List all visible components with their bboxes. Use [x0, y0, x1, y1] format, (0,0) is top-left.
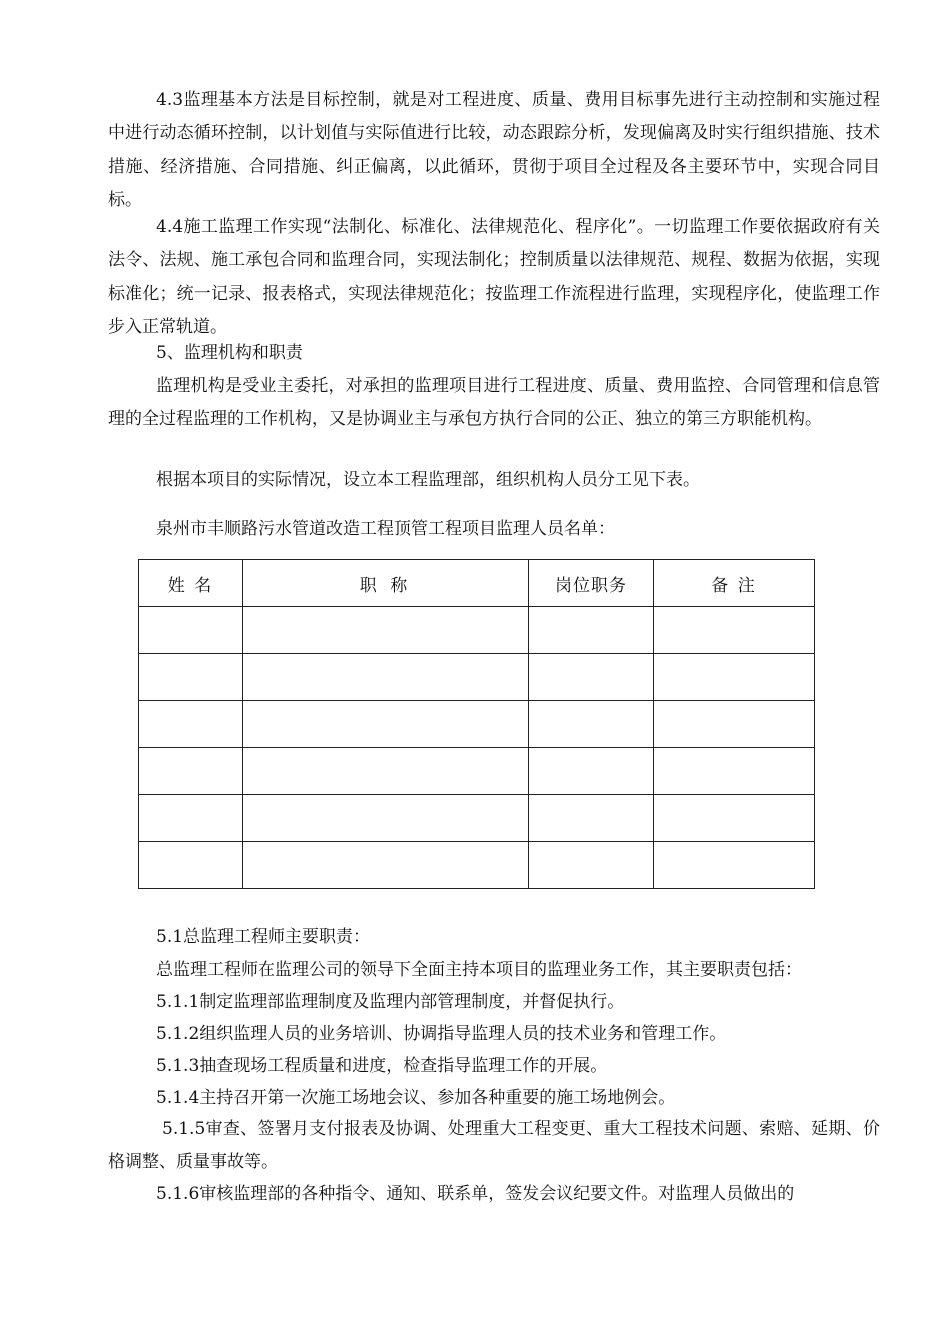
table-row — [139, 607, 815, 654]
paragraph-5-intro: 监理机构是受业主委托，对承担的监理项目进行工程进度、质量、费用监控、合同管理和信息管理的全过程监理的工作机构，又是协调业主与承包方执行合同的公正、独立的第三方职能机构。 — [108, 376, 880, 430]
table-cell — [529, 607, 654, 654]
paragraph-5-table-intro: 根据本项目的实际情况，设立本工程监理部，组织机构人员分工见下表。 — [156, 470, 700, 490]
table-row — [139, 795, 815, 842]
header-title: 职 称 — [243, 560, 529, 607]
table-cell — [529, 842, 654, 889]
paragraph-4-3: 4.3监理基本方法是目标控制，就是对工程进度、质量、费用目标事先进行主动控制和实施过程中进行动态循环控制，以计划值与实际值进行比较，动态跟踪分析，发现偏离及时实行组织措施、技术措施、经济措施、合同措施、纠正偏离，以此循环，贯彻于项目全过程及各主要环节中，实现合同目标。 — [108, 90, 880, 210]
section-heading-5: 5、监理机构和职责 — [156, 343, 303, 363]
header-remarks: 备 注 — [654, 560, 815, 607]
table-cell — [654, 654, 815, 701]
table-cell — [139, 795, 243, 842]
list-item-5-1-2: 5.1.2组织监理人员的业务培训、协调指导监理人员的技术业务和管理工作。 — [156, 1024, 727, 1044]
table-cell — [529, 795, 654, 842]
list-item-5-1-5: 5.1.5审查、签署月支付报表及协调、处理重大工程变更、重大工程技术问题、索赔、延期、价格调整、质量事故等。 — [108, 1119, 880, 1173]
table-cell — [243, 654, 529, 701]
table-row — [139, 701, 815, 748]
table-row — [139, 842, 815, 889]
table-cell — [243, 701, 529, 748]
table-cell — [139, 654, 243, 701]
table-cell — [139, 842, 243, 889]
table-cell — [654, 748, 815, 795]
table-cell — [139, 748, 243, 795]
list-item-5-1-6: 5.1.6审核监理部的各种指令、通知、联系单，签发会议纪要文件。对监理人员做出的 — [156, 1184, 795, 1204]
table-cell — [529, 748, 654, 795]
table-cell — [654, 795, 815, 842]
table-cell — [243, 607, 529, 654]
staff-table — [138, 559, 815, 889]
table-cell — [654, 701, 815, 748]
list-item-5-1-1: 5.1.1制定监理部监理制度及监理内部管理制度，并督促执行。 — [156, 992, 625, 1012]
paragraph-5-1: 总监理工程师在监理公司的领导下全面主持本项目的监理业务工作，其主要职责包括： — [156, 960, 802, 980]
table-row — [139, 748, 815, 795]
header-name: 姓 名 — [139, 560, 243, 607]
table-cell — [243, 842, 529, 889]
table-cell — [529, 701, 654, 748]
paragraph-4-4: 4.4施工监理工作实现“法制化、标准化、法律规范化、程序化”。一切监理工作要依据政府有关法令、法规、施工承包合同和监理合同，实现法制化；控制质量以法律规范、规程、数据为依据，实现标准化；统一记录、报表格式，实现法律规范化；按监理工作流程进行监理，实现程序化，使监理工作步入正常轨道。 — [108, 217, 880, 337]
list-item-5-1-3: 5.1.3抽查现场工程质量和进度，检查指导监理工作的开展。 — [156, 1056, 608, 1076]
table-cell — [243, 795, 529, 842]
table-cell — [654, 607, 815, 654]
list-item-5-1-4: 5.1.4主持召开第一次施工场地会议、参加各种重要的施工场地例会。 — [156, 1088, 676, 1108]
table-row — [139, 654, 815, 701]
table-cell — [139, 607, 243, 654]
table-cell — [139, 701, 243, 748]
section-heading-5-1: 5.1总监理工程师主要职责： — [156, 927, 371, 947]
table-caption: 泉州市丰顺路污水管道改造工程顶管工程项目监理人员名单： — [156, 519, 615, 539]
table-cell — [654, 842, 815, 889]
header-position: 岗位职务 — [529, 560, 654, 607]
table-header-row — [139, 560, 815, 607]
table-cell — [243, 748, 529, 795]
table-cell — [529, 654, 654, 701]
